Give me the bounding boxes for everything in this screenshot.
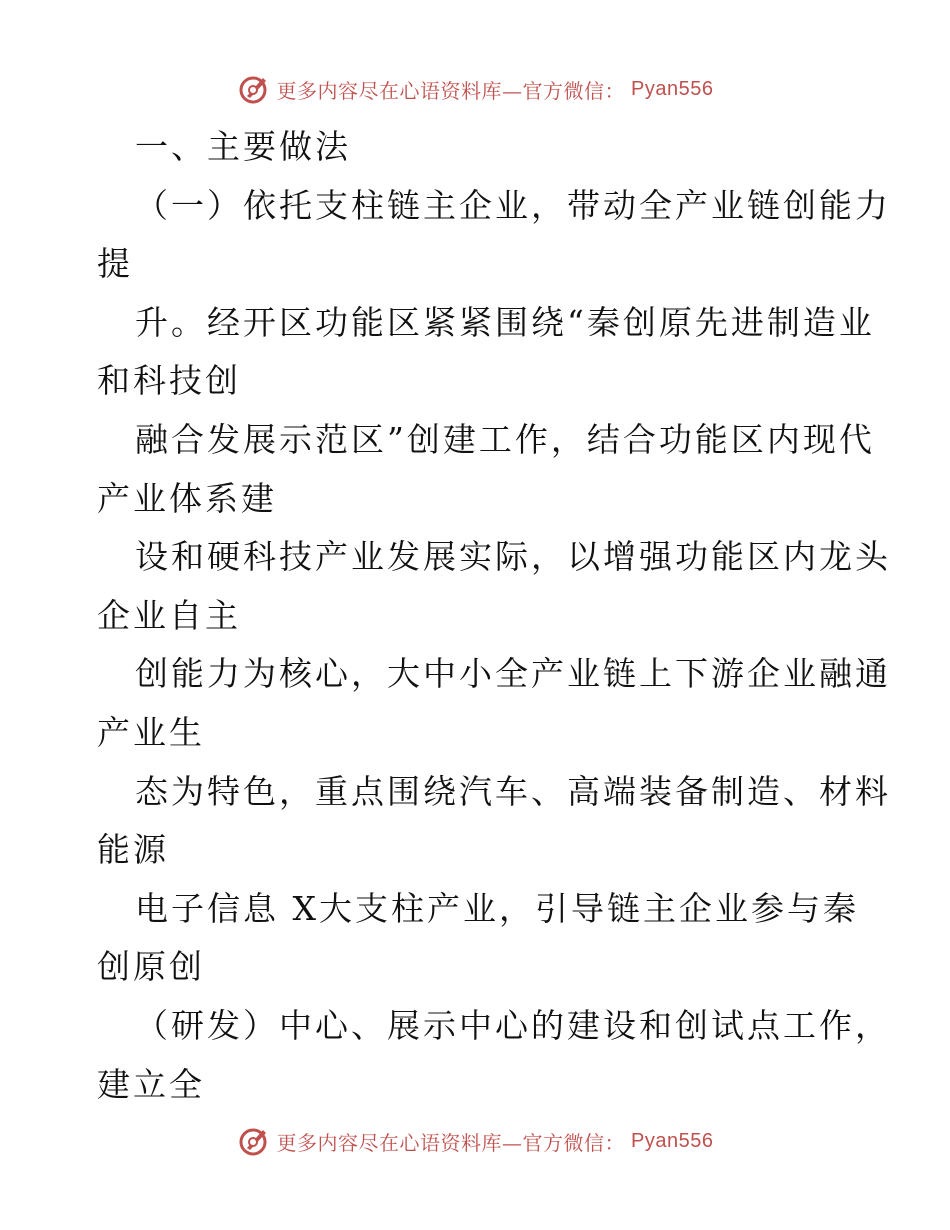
paragraph-line: 创原创 — [97, 947, 205, 987]
paragraph-line: 提 — [97, 244, 133, 284]
paragraph-line: 能源 — [97, 830, 169, 870]
paragraph-line: 企业自主 — [97, 595, 241, 635]
paragraph-line: 产业体系建 — [97, 478, 277, 518]
header-watermark — [0, 72, 950, 106]
paragraph-line: 建立全 — [97, 1064, 205, 1104]
paragraph-line: 态为特色，重点围绕汽车、高端装备制造、材料 — [135, 771, 891, 811]
section-heading: 一、主要做法 — [135, 127, 351, 166]
paragraph-line: 创能力为核心，大中小全产业链上下游企业融通 — [135, 654, 891, 694]
document-body — [97, 118, 891, 1114]
paragraph-line: 融合发展示范区”创建工作，结合功能区内现代 — [135, 419, 875, 459]
header-watermark-wechat: Pyan556 — [631, 77, 714, 100]
paragraph-line: 升。经开区功能区紧紧围绕“秦创原先进制造业 — [135, 302, 875, 342]
paragraph-line: 产业生 — [97, 712, 205, 752]
paragraph-line: （一）依托支柱链主企业，带动全产业链创能力 — [135, 185, 891, 225]
paragraph-line: 和科技创 — [97, 361, 241, 401]
footer-watermark-text: 更多内容尽在心语资料库—官方微信： — [276, 1130, 626, 1155]
footer-watermark — [0, 1124, 950, 1158]
quill-logo-icon — [237, 1124, 271, 1158]
paragraph-line: （研发）中心、展示中心的建设和创试点工作， — [135, 1005, 891, 1045]
paragraph-line: 电子信息 X大支柱产业，引导链主企业参与秦 — [135, 888, 859, 928]
quill-logo-icon — [237, 72, 271, 106]
header-watermark-text: 更多内容尽在心语资料库—官方微信： — [276, 78, 626, 103]
footer-watermark-wechat: Pyan556 — [631, 1129, 714, 1152]
paragraph-line: 设和硬科技产业发展实际，以增强功能区内龙头 — [135, 537, 891, 577]
